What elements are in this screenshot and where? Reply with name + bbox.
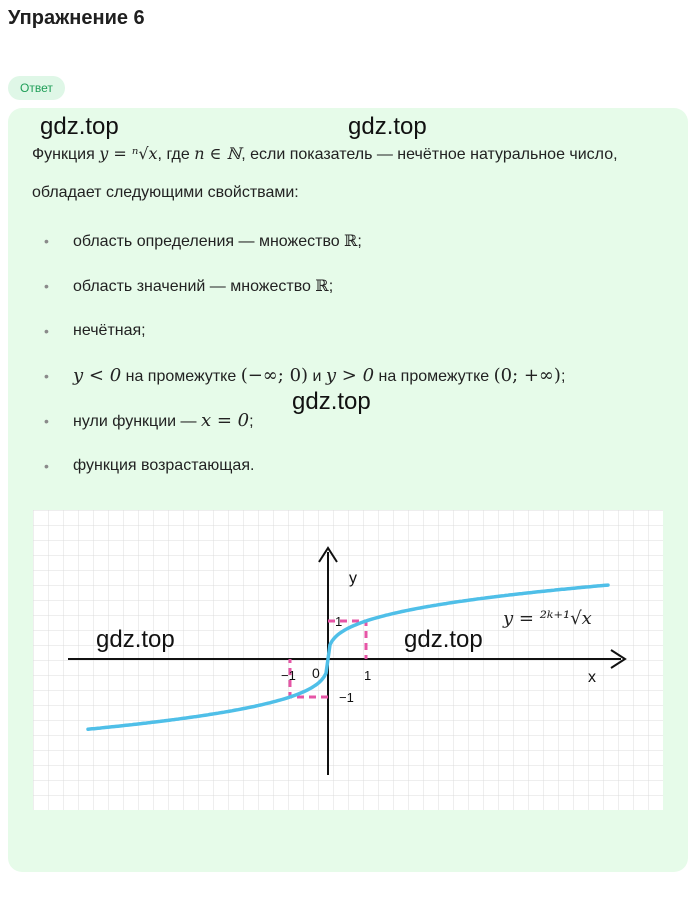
property-math: (0; +∞)	[493, 365, 561, 386]
intro-formula: y = ⁿ√x	[99, 144, 158, 163]
property-post: ;	[357, 233, 362, 250]
curve-label: y = ²ᵏ⁺¹√x	[503, 608, 592, 629]
intro-domain-formula: n ∈ ℕ	[194, 144, 242, 163]
list-item	[44, 312, 565, 357]
property-math: y < 0	[73, 365, 122, 386]
answer-badge[interactable]: Ответ	[8, 76, 65, 100]
property-text: область значений — множество	[73, 278, 316, 295]
watermark: gdz.top	[404, 626, 483, 653]
list-item	[44, 222, 565, 267]
intro-text-after: , если показатель — нечётное натуральное число, обладает следующими свойствами:	[32, 146, 618, 201]
intro-text-before: Функция	[32, 146, 95, 163]
property-text: на промежутке	[121, 368, 241, 385]
watermark: gdz.top	[348, 113, 427, 140]
property-text: и	[308, 368, 326, 385]
list-item	[44, 267, 565, 312]
property-text: ;	[249, 413, 254, 430]
property-text: нечётная;	[73, 322, 146, 339]
property-math: (−∞; 0)	[240, 365, 309, 386]
property-math: y > 0	[325, 365, 375, 386]
page-title: Упражнение 6	[8, 7, 145, 29]
property-post: ;	[328, 278, 334, 295]
property-text: нули функции —	[73, 413, 201, 430]
property-text: на промежутке	[374, 368, 494, 385]
property-math: ℝ	[315, 276, 329, 295]
watermark: gdz.top	[292, 388, 371, 415]
property-post: ;	[560, 368, 566, 385]
tick-label-y-pos: 1	[335, 614, 343, 629]
tick-label-x-pos: 1	[364, 668, 372, 683]
origin-label: 0	[312, 665, 320, 681]
watermark: gdz.top	[96, 626, 175, 653]
function-graph	[33, 510, 663, 810]
property-text: функция возрастающая.	[73, 457, 255, 474]
intro-paragraph	[32, 135, 677, 212]
property-math: x = 0	[200, 410, 250, 431]
property-math: ℝ	[344, 231, 358, 250]
property-text: область определения — множество	[73, 233, 345, 250]
tick-label-y-neg: −1	[339, 690, 354, 705]
tick-label-x-neg: −1	[281, 668, 296, 683]
list-item	[44, 447, 565, 492]
intro-text-mid: , где	[157, 146, 190, 163]
x-axis-label: x	[588, 669, 596, 686]
watermark: gdz.top	[40, 113, 119, 140]
properties-list	[44, 222, 565, 492]
y-axis-label: y	[349, 570, 357, 587]
